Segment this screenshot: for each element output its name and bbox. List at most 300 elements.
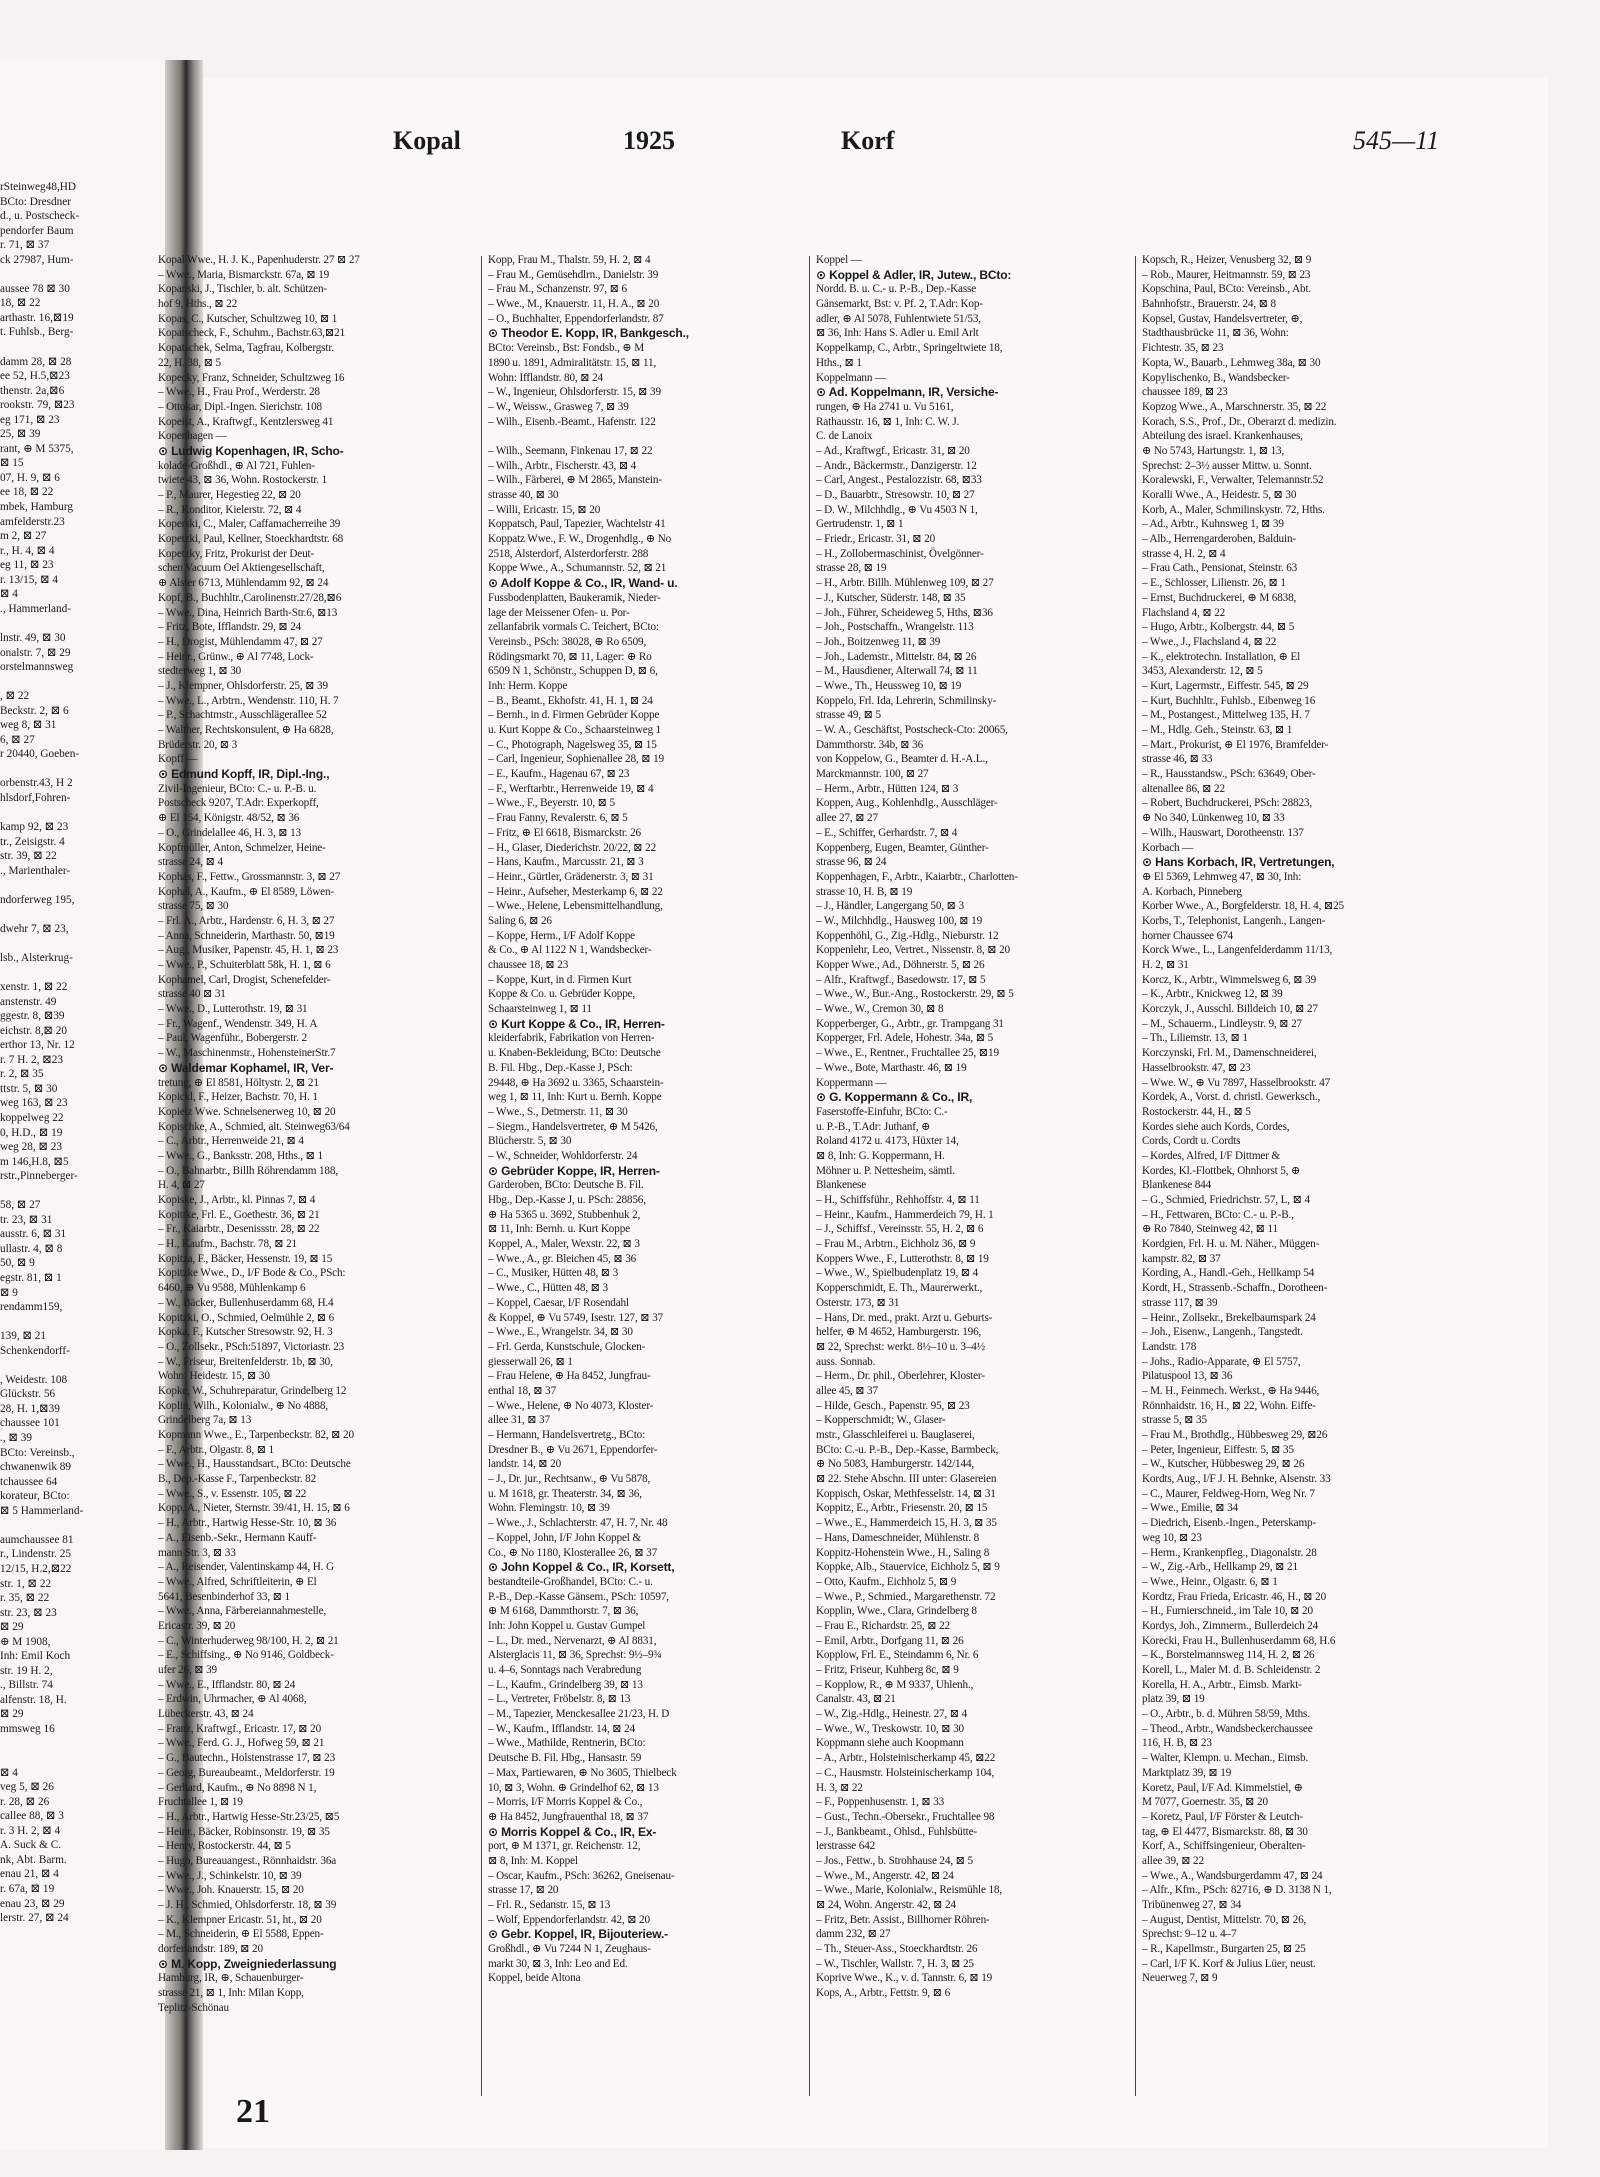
left-page-line: ⊠ 5 Hammerland- <box>0 1504 84 1517</box>
directory-entry-line: hof 9, Hths., ⊠ 22 <box>158 298 238 311</box>
left-page-line: 0, H.D., ⊠ 19 <box>0 1126 63 1139</box>
left-page-line: A. Suck & C. <box>0 1839 62 1852</box>
directory-entry-line: – L., Kaufm., Grindelberg 39, ⊠ 13 <box>488 1678 643 1691</box>
directory-entry-line: kampstr. 82, ⊠ 37 <box>1142 1252 1221 1265</box>
directory-entry-line: kleiderfabrik, Fabrikation von Herren- <box>488 1032 655 1045</box>
directory-entry-line: schen Vacuum Oel Aktiengesellschaft, <box>158 562 325 575</box>
directory-entry-line: 10, ⊠ 3, Wohn. ⊕ Grindelhof 62, ⊠ 13 <box>488 1781 659 1794</box>
left-page-line: amfelderstr.23 <box>0 515 65 528</box>
directory-entry-line: – M., Schneiderin, ⊕ El 5588, Eppen- <box>158 1928 324 1941</box>
directory-entry-line: – Walter, Klempn. u. Mechan., Eimsb. <box>1142 1752 1309 1765</box>
directory-entry-line: BCto: C.-u. P.-B., Dep.-Kasse, Barmbeck, <box>816 1443 999 1456</box>
directory-entry-line: – Mart., Prokurist, ⊕ El 1976, Bramfelder- <box>1142 738 1329 751</box>
left-page-line: BCto: Vereinsb., <box>0 1446 75 1459</box>
left-page-line: xenstr. 1, ⊠ 22 <box>0 981 68 994</box>
directory-entry-line: – Kurt, Lagermstr., Eiffestr. 545, ⊠ 29 <box>1142 679 1309 692</box>
directory-entry-line: – Johs., Radio-Apparate, ⊕ El 5757, <box>1142 1355 1301 1368</box>
left-page-line <box>0 1184 162 1199</box>
directory-entry-line: – Koppe, Kurt, in d. Firmen Kurt <box>488 973 632 986</box>
left-page-line: r. 35, ⊠ 22 <box>0 1592 50 1605</box>
directory-entry-line: – Frl. R., Sedanstr. 15, ⊠ 13 <box>488 1899 611 1911</box>
directory-entry-line: tretung, ⊕ El 8581, Höltystr. 2, ⊠ 21 <box>158 1076 319 1089</box>
left-page-line: 28, H. 1,⊠39 <box>0 1402 60 1415</box>
left-page-line: damm 28, ⊠ 28 <box>0 355 72 368</box>
directory-entry-line: P.-B., Dep.-Kasse Gänsem., PSch: 10597, <box>488 1590 669 1603</box>
directory-entry-line: Koppmann siehe auch Koopmann <box>816 1737 964 1750</box>
directory-entry-line: dorferlandstr. 189, ⊠ 20 <box>158 1943 263 1956</box>
directory-entry-line: – Frau E., Richardstr. 25, ⊠ 22 <box>816 1619 950 1632</box>
left-page-line: thenstr. 2a,⊠6 <box>0 384 65 397</box>
directory-entry-line: Korf, A., Schiffsingenieur, Oberalten- <box>1142 1840 1306 1853</box>
directory-entry-line: Garderoben, BCto: Deutsche B. Fil. <box>488 1179 644 1192</box>
directory-entry-line: Korella, H. A., Arbtr., Eimsb. Markt- <box>1142 1678 1302 1691</box>
directory-entry-line: Koppel — <box>816 254 862 266</box>
left-page-line: ⊠ 4 <box>0 1766 18 1779</box>
directory-entry-line: Co., ⊕ No 1180, Klosterallee 26, ⊠ 37 <box>488 1546 658 1559</box>
directory-entry-line: – Joh., Postschaffn., Wrangelstr. 113 <box>816 621 974 634</box>
directory-entry-line: Lübeckerstr. 43, ⊠ 24 <box>158 1708 254 1721</box>
directory-entry-line: allee 45, ⊠ 37 <box>816 1384 878 1397</box>
directory-entry-line: ⊕ No 5743, Hartungstr. 1, ⊠ 13, <box>1142 444 1285 457</box>
directory-entry-line: ⊕ El 154, Königstr. 48/52, ⊠ 36 <box>158 812 300 825</box>
directory-entry-line: – M., Hdlg. Geh., Steinstr. 63, ⊠ 1 <box>1142 724 1293 736</box>
header-year: 1925 <box>623 126 675 155</box>
directory-entry-line: – L., Dr. med., Nervenarzt, ⊕ Al 8831, <box>488 1634 657 1647</box>
directory-entry-line: ⊙ Adolf Koppe & Co., IR, Wand- u. <box>488 576 678 591</box>
directory-entry-line: Fussbodenplatten, Baukeramik, Nieder- <box>488 591 661 604</box>
left-page-line: r. 2, ⊠ 35 <box>0 1068 44 1081</box>
directory-entry-line: – R., Kapellmstr., Burgarten 25, ⊠ 25 <box>1142 1943 1306 1956</box>
directory-entry-line: – C., Hausmstr. Holsteinischerkamp 104, <box>816 1766 995 1779</box>
directory-entry-line: – Wwe., S., Detmerstr. 11, ⊠ 30 <box>488 1105 628 1118</box>
directory-entry-line: – O., Arbtr., b. d. Mühren 58/59, Mths. <box>1142 1708 1310 1721</box>
left-page-line: eg 11, ⊠ 23 <box>0 559 54 572</box>
directory-entry-line: 5641, Besenbinderhof 33, ⊠ 1 <box>158 1590 290 1603</box>
directory-entry-line: – Wwe., E., Rentner., Fruchtallee 25, ⊠19 <box>816 1047 999 1060</box>
directory-entry-line: – Kopperschmidt; W., Glaser- <box>816 1414 946 1427</box>
left-page-line: anstenstr. 49 <box>0 995 57 1008</box>
directory-entry-line: ⊙ Gebrüder Koppe, IR, Herren- <box>488 1163 660 1178</box>
directory-entry-line: 2518, Alsterdorf, Alsterdorferstr. 288 <box>488 547 649 560</box>
directory-entry-line: 6460, ⊕ Vu 9588, Mühlenkamp 6 <box>158 1282 306 1295</box>
left-page-line: t. Fuhlsb., Berg- <box>0 326 74 339</box>
left-page-line <box>0 1737 162 1752</box>
directory-entry-line: Kopickl, F., Heizer, Bachstr. 70, H. 1 <box>158 1091 318 1104</box>
left-page-line: ee 52, H.5,⊠23 <box>0 370 70 383</box>
directory-entry-line: Kordts, Aug., I/F J. H. Behnke, Alsenstr. 33 <box>1142 1473 1331 1486</box>
directory-entry-line: Großhdl., ⊕ Vu 7244 N 1, Zeughaus- <box>488 1943 651 1956</box>
left-page-line <box>0 966 162 981</box>
directory-entry-line: Kordek, A., Vorst. d. christl. Gewerksch., <box>1142 1091 1321 1104</box>
directory-entry-line: – J., Bankbeamt., Ohlsd., Fuhlsbütte- <box>816 1825 978 1838</box>
directory-entry-line: Kordes siehe auch Kords, Cordes, <box>1142 1120 1290 1133</box>
directory-entry-line: – Wwe., Anna, Färbereiannahmestelle, <box>158 1605 327 1618</box>
directory-entry-line: Koprive Wwe., K., v. d. Tannstr. 6, ⊠ 19 <box>816 1972 993 1985</box>
directory-entry-line: – M. H., Feinmech. Werkst., ⊕ Ha 9446, <box>1142 1384 1320 1397</box>
directory-entry-line: – Wwe., A., Wandsburgerdamm 47, ⊠ 24 <box>1142 1869 1323 1882</box>
directory-entry-line: Kopittke, Frl. E., Goethestr. 36, ⊠ 21 <box>158 1208 320 1221</box>
left-page-line: Inh: Emil Koch <box>0 1650 71 1663</box>
directory-entry-line: adler, ⊕ Al 5078, Fuhlentwiete 51/53, <box>816 312 981 325</box>
directory-entry-line: 1890 u. 1891, Admiralitätstr. 15, ⊠ 11, <box>488 356 657 369</box>
directory-entry-line: Wohn: Ifflandstr. 80, ⊠ 24 <box>488 371 603 384</box>
directory-entry-line: – Frau Helene, ⊕ Ha 8452, Jungfrau- <box>488 1370 651 1383</box>
directory-entry-line: Hamburg, IR, ⊕, Schauenburger- <box>158 1972 304 1985</box>
directory-entry-line: giesserwall 26, ⊠ 1 <box>488 1355 573 1368</box>
directory-entry-line: – Herm., Arbtr., Hütten 124, ⊠ 3 <box>816 782 959 795</box>
directory-entry-line: auss. Sonnab. <box>816 1355 876 1368</box>
directory-entry-line: Rödingsmarkt 70, ⊠ 11, Lager: ⊕ Ro <box>488 650 652 663</box>
directory-entry-line: – W., Tischler, Wallstr. 7, H. 3, ⊠ 25 <box>816 1957 974 1970</box>
directory-entry-line: – M., Schauerm., Lindleystr. 9, ⊠ 27 <box>1142 1017 1302 1030</box>
directory-entry-line: Korach, S.S., Prof., Dr., Oberarzt d. medizin. <box>1142 415 1337 428</box>
directory-entry-line: – H., Fettwaren, BCto: C.- u. P.-B., <box>1142 1208 1294 1221</box>
left-page-line: ⊠ 4 <box>0 588 18 601</box>
left-page-line: hlsdorf,Fohren- <box>0 791 71 804</box>
left-page-line <box>0 878 162 893</box>
directory-entry-line: – Wwe., Helene, ⊕ No 4073, Kloster- <box>488 1399 654 1412</box>
directory-entry-line: Kopietz Wwe. Schnelsenerweg 10, ⊠ 20 <box>158 1105 336 1118</box>
left-page-line: tr., Zeisigstr. 4 <box>0 835 65 848</box>
directory-entry-line: Vereinsb., PSch: 38028, ⊕ Ro 6509, <box>488 635 647 648</box>
directory-entry-line: Marckmannstr. 100, ⊠ 27 <box>816 768 929 781</box>
directory-entry-line: – Wwe., Heinr., Olgastr. 6, ⊠ 1 <box>1142 1575 1278 1588</box>
directory-entry-line: platz 39, ⊠ 19 <box>1142 1693 1205 1706</box>
left-page-line: ck 27987, Hum- <box>0 253 74 266</box>
directory-entry-line: – R., Konditor, Kielerstr. 72, ⊠ 4 <box>158 503 302 516</box>
left-page-line: rstr.,Pinneberger- <box>0 1170 78 1183</box>
directory-entry-line: Kopperschmidt, E. Th., Maurerwerkt., <box>816 1282 983 1295</box>
directory-entry-line: Hasselbrookstr. 47, ⊠ 23 <box>1142 1061 1251 1074</box>
directory-entry-line: – H., Arbtr., Hartwig Hesse-Str.23/25, ⊠5 <box>158 1810 340 1823</box>
directory-entry-line: – Morris, I/F Morris Koppel & Co., <box>488 1796 643 1809</box>
directory-entry-line: – Heinr., Gürtler, Grädenerstr. 3, ⊠ 31 <box>488 870 654 883</box>
directory-entry-line: – Koppel, Caesar, I/F Rosendahl <box>488 1296 629 1309</box>
directory-entry-line: Kopplow, Frl. E., Steindamm 6, Nr. 6 <box>816 1649 979 1662</box>
directory-entry-line: – Gust., Techn.-Obersekr., Fruchtallee 98 <box>816 1810 995 1823</box>
directory-entry-line: Kopatscheck, F., Schuhm., Bachstr.63,⊠21 <box>158 327 346 340</box>
directory-entry-line: Canalstr. 43, ⊠ 21 <box>816 1693 896 1706</box>
left-page-line <box>0 907 162 922</box>
directory-entry-line: – Franz, Kraftwgf., Ericastr. 17, ⊠ 20 <box>158 1722 322 1735</box>
directory-entry-line: – Ad., Arbtr., Kuhnsweg 1, ⊠ 39 <box>1142 518 1284 531</box>
left-page-line: r. 7 H. 2, ⊠23 <box>0 1053 63 1066</box>
directory-entry-line: Brüderstr. 20, ⊠ 3 <box>158 738 238 751</box>
directory-entry-line: – Max, Partiewaren, ⊕ No 3605, Thielbeck <box>488 1766 677 1779</box>
left-page-line: Beckstr. 2, ⊠ 6 <box>0 704 69 717</box>
directory-entry-line: Faserstoffe-Einfuhr, BCto: C.- <box>816 1105 948 1118</box>
left-page-line: rookstr. 79, ⊠23 <box>0 399 75 412</box>
directory-entry-line: – Wwe., J., Schinkelstr. 10, ⊠ 39 <box>158 1869 302 1882</box>
directory-entry-line: – G., Schmied, Friedrichstr. 57, L, ⊠ 4 <box>1142 1194 1310 1206</box>
directory-entry-line: – Wwe., L., Arbtrn., Wendenstr. 110, H. 7 <box>158 694 339 707</box>
directory-entry-line: – J., Dr. jur., Rechtsanw., ⊕ Vu 5878, <box>488 1473 651 1486</box>
left-page-line: korateur, BCto: <box>0 1490 70 1503</box>
directory-entry-line: u. Kurt Koppe & Co., Schaarsteinweg 1 <box>488 724 662 736</box>
directory-entry-line: Flachsland 4, ⊠ 22 <box>1142 606 1226 619</box>
directory-entry-line: Kordgien, Frl. H. u. M. Näher., Müggen- <box>1142 1238 1320 1251</box>
directory-entry-line: Kopta, W., Bauarb., Lehmweg 38a, ⊠ 30 <box>1142 356 1321 369</box>
directory-entry-line: – C., Photograph, Nagelsweg 35, ⊠ 15 <box>488 738 657 751</box>
directory-entry-line: – W., Kutscher, Hübbesweg 29, ⊠ 26 <box>1142 1458 1305 1471</box>
directory-entry-line: Kopenhagen — <box>158 430 227 443</box>
left-page-line: enau 21, ⊠ 4 <box>0 1868 59 1881</box>
left-page-line: mmsweg 16 <box>0 1722 55 1735</box>
left-page-line <box>0 340 162 355</box>
directory-entry-line: Koppitz, E., Arbtr., Friesenstr. 20, ⊠ 15 <box>816 1502 988 1515</box>
directory-entry-line: Zivil-Ingenieur, BCto: C.- u. P.-B. u. <box>158 782 317 795</box>
directory-entry-line: – E., Kaufm., Hagenau 67, ⊠ 23 <box>488 768 630 781</box>
left-page-line: alfenstr. 18, H. <box>0 1693 67 1706</box>
left-page-line: r 20440, Goeben- <box>0 748 80 761</box>
directory-entry-line: – Wolf, Eppendorferlandstr. 42, ⊠ 20 <box>488 1913 650 1926</box>
directory-entry-line: Sprechst: 9–12 u. 4–7 <box>1142 1928 1237 1941</box>
directory-entry-line: chaussee 18, ⊠ 23 <box>488 959 569 971</box>
directory-entry-line: – Wilh., Arbtr., Fischerstr. 43, ⊠ 4 <box>488 459 637 472</box>
directory-entry-line: – Hugo, Arbtr., Kolbergstr. 44, ⊠ 5 <box>1142 621 1295 634</box>
directory-entry-line: – W., Schneider, Wohldorferstr. 24 <box>488 1149 638 1162</box>
left-page-line: dwehr 7, ⊠ 23, <box>0 922 69 935</box>
directory-entry-line: Kops, A., Arbtr., Fettstr. 9, ⊠ 6 <box>816 1987 951 2000</box>
directory-entry-line: – J., Schiffsf., Vereinsstr. 55, H. 2, ⊠ 6 <box>816 1223 984 1236</box>
left-page-line: nk, Abt. Barm. <box>0 1853 67 1866</box>
directory-entry-line: mstr., Glasschleiferei u. Bauglaserei, <box>816 1429 975 1441</box>
directory-entry-line: – Ad., Kraftwgf., Ericastr. 31, ⊠ 20 <box>816 444 970 457</box>
directory-entry-line: strasse 17, ⊠ 20 <box>488 1884 559 1897</box>
directory-entry-line: enthal 18, ⊠ 37 <box>488 1384 557 1397</box>
left-page-line: koppelweg 22 <box>0 1112 64 1124</box>
directory-entry-line: strasse 21, ⊠ 1, Inh: Milan Kopp, <box>158 1987 304 2000</box>
page-folio: 21 <box>236 2093 270 2130</box>
directory-entry-line: Rathausstr. 16, ⊠ 1, Inh: C. W. J. <box>816 415 960 428</box>
directory-entry-line: – W., Weissw., Grasweg 7, ⊠ 39 <box>488 400 629 413</box>
directory-entry-line: ⊕ M 6168, Dammthorstr. 7, ⊠ 36, <box>488 1605 639 1618</box>
directory-entry-line: Kopper Wwe., Ad., Döhnerstr. 5, ⊠ 26 <box>816 959 985 971</box>
left-page-line <box>0 806 162 821</box>
directory-entry-line: – Wwe., Helene, Lebensmittelhandlung, <box>488 900 663 913</box>
directory-entry-line: – Wwe., Th., Heussweg 10, ⊠ 19 <box>816 679 962 692</box>
directory-entry-line: B., Dep.-Kasse F., Tarpenbeckstr. 82 <box>158 1473 317 1486</box>
left-page-line: , ⊠ 22 <box>0 690 30 703</box>
directory-entry-line: – Georg, Bureaubeamt., Meldorferstr. 19 <box>158 1766 335 1779</box>
left-page-line <box>0 762 162 777</box>
left-page-line: ⊠ 29 <box>0 1708 24 1721</box>
directory-entry-line: Korell, L., Maler M. d. B. Schleidenstr. 2 <box>1142 1664 1321 1676</box>
directory-entry-line: – Joh., Lademstr., Mittelstr. 84, ⊠ 26 <box>816 650 977 663</box>
directory-entry-line: Koppenhöhl, G., Zig.-Hdlg., Nieburstr. 12 <box>816 929 999 942</box>
column-rule <box>809 256 810 2096</box>
directory-entry-line: ⊠ 11, Inh: Bernh. u. Kurt Koppe <box>488 1223 630 1236</box>
directory-entry-line: Ericastr. 39, ⊠ 20 <box>158 1619 236 1632</box>
directory-entry-line: ⊙ Morris Koppel & Co., IR, Ex- <box>488 1824 657 1839</box>
directory-entry-line: ⊕ Ha 8452, Jungfrauenthal 18, ⊠ 37 <box>488 1810 649 1823</box>
directory-entry-line: bestandteile-Großhandel, BCto: C.- u. <box>488 1575 653 1588</box>
directory-entry-line: – H., Furnierschneid., im Tale 10, ⊠ 20 <box>1142 1605 1313 1618</box>
directory-entry-line: – Wwe., J., Flachsland 4, ⊠ 22 <box>1142 635 1277 648</box>
directory-entry-line: – Diedrich, Eisenb.-Ingen., Peterskamp- <box>1142 1517 1317 1530</box>
directory-entry-line: – Wwe., D., Lutterothstr. 19, ⊠ 31 <box>158 1003 308 1016</box>
directory-entry-line: Kopsel, Gustav, Handelsvertreter, ⊕, <box>1142 312 1303 325</box>
directory-entry-line: ⊕ No 5083, Hamburgerstr. 142/144, <box>816 1458 975 1471</box>
left-page-line <box>0 936 162 951</box>
left-page-line: mbek, Hamburg <box>0 501 74 514</box>
left-page-line: r. 67a, ⊠ 19 <box>0 1882 55 1895</box>
directory-entry-line: – August, Dentist, Mittelstr. 70, ⊠ 26, <box>1142 1913 1307 1926</box>
left-page-line: BCto: Dresdner <box>0 195 72 208</box>
directory-entry-line: ⊙ Edmund Kopff, IR, Dipl.-Ing., <box>158 767 330 782</box>
directory-entry-line: Kopzog Wwe., A., Marschnerstr. 35, ⊠ 22 <box>1142 400 1327 413</box>
left-page-line: lnstr. 49, ⊠ 30 <box>0 631 66 644</box>
left-page-line: aumchaussee 81 <box>0 1533 74 1546</box>
directory-entry-line: – D. W., Milchhdlg., ⊕ Vu 4503 N 1, <box>816 503 978 516</box>
directory-entry-line: – Otto, Kaufm., Eichholz 5, ⊠ 9 <box>816 1575 957 1588</box>
directory-entry-line: – L., Vertreter, Fröbelstr. 8, ⊠ 13 <box>488 1693 631 1706</box>
directory-entry-line: – Hans, Kaufm., Marcusstr. 21, ⊠ 3 <box>488 856 644 869</box>
directory-entry-line: – F., Arbtr., Olgastr. 8, ⊠ 1 <box>158 1443 275 1456</box>
directory-entry-line: – Hermann, Handelsvertretg., BCto: <box>488 1429 646 1441</box>
directory-entry-line: strasse 40, ⊠ 30 <box>488 489 559 501</box>
directory-entry-line: Kopke, W., Schuhreparatur, Grindelberg 12 <box>158 1384 347 1397</box>
directory-entry-line: Koperski, C., Maler, Caffamacherreihe 39 <box>158 518 341 531</box>
left-page-line: aussee 78 ⊠ 30 <box>0 282 70 295</box>
directory-entry-line: Schaarsteinweg 1, ⊠ 11 <box>488 1003 592 1016</box>
directory-entry-line: – Wwe., Maria, Bismarckstr. 67a, ⊠ 19 <box>158 268 330 281</box>
directory-entry-line: Kopiske, J., Arbtr., kl. Pinnas 7, ⊠ 4 <box>158 1194 316 1206</box>
left-page-line: ndorferweg 195, <box>0 893 75 906</box>
column-rule <box>1135 256 1136 2096</box>
directory-entry-line: Korbach — <box>1142 841 1194 854</box>
directory-entry-line: – Hans, Dameschneider, Mühlenstr. 8 <box>816 1531 980 1544</box>
column-rule <box>481 256 482 2096</box>
directory-entry-line: – Wwe., M., Knauerstr. 11, H. A., ⊠ 20 <box>488 298 660 311</box>
directory-entry-line: Koppen, Aug., Kohlenhdlg., Ausschläger- <box>816 797 998 810</box>
directory-entry-line: Cords, Cordt u. Cordts <box>1142 1135 1241 1148</box>
directory-entry-line: lerstrasse 642 <box>816 1840 876 1853</box>
directory-entry-line: Koppelo, Frl. Ida, Lehrerin, Schmilinsky- <box>816 694 997 707</box>
left-page-line: ⊕ M 1908, <box>0 1635 51 1648</box>
left-page-line: str. 19 H. 2, <box>0 1664 53 1677</box>
directory-entry-line: Koppke, Alb., Stauervice, Eichholz 5, ⊠ 9 <box>816 1561 1000 1574</box>
directory-entry-line: strasse 10, H. B, ⊠ 19 <box>816 885 913 898</box>
directory-entry-line: Tribünenweg 27, ⊠ 34 <box>1142 1899 1242 1911</box>
directory-entry-line: – O., Bahnarbtr., Billh Röhrendamm 188, <box>158 1164 338 1177</box>
left-page-line: ee 18, ⊠ 22 <box>0 486 54 499</box>
directory-entry-line: – Wwe., Bote, Marthastr. 46, ⊠ 19 <box>816 1061 967 1074</box>
left-page-line: weg 8, ⊠ 31 <box>0 719 57 732</box>
directory-entry-line: Koppe & Co. u. Gebrüder Koppe, <box>488 988 636 1001</box>
directory-entry-line: ⊙ Koppel & Adler, IR, Jutew., BCto: <box>816 267 1012 282</box>
left-page-line: r. 71, ⊠ 37 <box>0 239 50 252</box>
left-page-line: orstelmannsweg <box>0 661 74 674</box>
directory-entry-line: Kopff — <box>158 753 198 766</box>
directory-entry-line: – Herm., Dr. phil., Oberlehrer, Kloster- <box>816 1370 985 1383</box>
directory-entry-line: – Th., Steuer-Ass., Stoeckhardtstr. 26 <box>816 1943 978 1956</box>
directory-entry-line: Kopfmüller, Anton, Schmelzer, Heine- <box>158 841 326 854</box>
directory-entry-line: – Frau Fanny, Revalerstr. 6, ⊠ 5 <box>488 812 628 825</box>
directory-entry-line: – Alb., Herrengarderoben, Balduin- <box>1142 533 1296 546</box>
left-page-line: pendorfer Baum <box>0 224 74 237</box>
directory-entry-line: Neuerweg 7, ⊠ 9 <box>1142 1972 1218 1985</box>
directory-entry-line: – Hilde, Gesch., Papenstr. 95, ⊠ 23 <box>816 1399 970 1412</box>
directory-entry-line: – Wilh., Seemann, Finkenau 17, ⊠ 22 <box>488 444 653 457</box>
left-page-line: tchaussee 64 <box>0 1475 58 1488</box>
directory-entry-line: Wohn: Heidestr. 15, ⊠ 30 <box>158 1370 270 1383</box>
directory-entry-line: port, ⊕ M 1371, gr. Reichenstr. 12, <box>488 1840 641 1853</box>
directory-entry-line: – C., Musiker, Hütten 48, ⊠ 3 <box>488 1267 619 1280</box>
directory-entry-line: Kopsch, R., Heizer, Venusberg 32, ⊠ 9 <box>1142 254 1312 266</box>
directory-entry-line: – Wwe., E., Wrangelstr. 34, ⊠ 30 <box>488 1326 633 1339</box>
left-page-line: tr. 23, ⊠ 31 <box>0 1213 53 1226</box>
directory-entry-line: – Carl, Ingenieur, Sophienallee 28, ⊠ 19 <box>488 753 664 766</box>
directory-entry-line: & Koppel, ⊕ Vu 5749, Isestr. 127, ⊠ 37 <box>488 1311 664 1324</box>
directory-entry-line: Korber Wwe., A., Borgfelderstr. 18, H. 4, ⊠25 <box>1142 900 1344 913</box>
directory-entry-line: ⊠ 8, Inh: M. Koppel <box>488 1854 578 1867</box>
directory-entry-line: ufer 26, ⊠ 39 <box>158 1664 217 1676</box>
header-first-entry: Kopal <box>393 126 461 155</box>
directory-entry-line: Koppenberg, Eugen, Beamter, Günther- <box>816 841 989 854</box>
directory-entry-line: Korck Wwe., L., Langenfelderdamm 11/13, <box>1142 944 1333 957</box>
directory-entry-line: – Th., Liliemstr. 13, ⊠ 1 <box>1142 1032 1248 1045</box>
directory-entry-line: Kopitzki, O., Schmied, Oelmühle 2, ⊠ 6 <box>158 1311 335 1324</box>
directory-entry-line: Hbg., Dep.-Kasse J, u. PSch: 28856, <box>488 1194 646 1206</box>
directory-entry-line: mann Str. 3, ⊠ 33 <box>158 1546 236 1559</box>
directory-entry-line: – Frau M., Brothdlg., Hübbesweg 29, ⊠26 <box>1142 1429 1328 1441</box>
directory-entry-line: Kordt, H., Strassenb.-Schaffn., Dorotheen- <box>1142 1282 1328 1295</box>
directory-entry-line: – Wwe., H., Frau Prof., Werderstr. 28 <box>158 386 320 399</box>
left-page-line: r. 28, ⊠ 26 <box>0 1795 50 1808</box>
directory-entry-line: Kopatschek, Selma, Tagfrau, Kolbergstr. <box>158 342 334 355</box>
left-page-line <box>0 616 162 631</box>
directory-entry-line: – Fr., Wagenf., Wendenstr. 349, H. A <box>158 1017 318 1030</box>
directory-entry-line: u. P.-B., T.Adr: Juthanf, ⊕ <box>816 1120 931 1133</box>
left-page-line: ., Hammerland- <box>0 602 72 615</box>
directory-entry-line: – Frl. Gerda, Kunstschule, Glocken- <box>488 1340 646 1353</box>
left-page-line: r., H. 4, ⊠ 4 <box>0 544 55 557</box>
directory-entry-line: – Anna, Schneiderin, Marthastr. 50, ⊠19 <box>158 929 335 942</box>
directory-entry-line: Koppenlehr, Leo, Vertret., Nissenstr. 8, ⊠ 20 <box>816 944 1010 957</box>
directory-entry-line: ⊙ Waldemar Kophamel, IR, Ver- <box>158 1060 334 1075</box>
directory-entry-line: Koppenhagen, F., Arbtr., Kaiarbtr., Charlotten- <box>816 870 1018 883</box>
directory-entry-line: Koppermann — <box>816 1076 887 1089</box>
directory-entry-line: Kopf, B., Buchhltr.,Carolinenstr.27/28,⊠6 <box>158 591 342 604</box>
directory-entry-line: – Willi, Ericastr. 15, ⊠ 20 <box>488 503 601 516</box>
directory-entry-line: ⊙ Theodor E. Kopp, IR, Bankgesch., <box>488 326 689 341</box>
directory-entry-line: – Wwe., Emilie, ⊠ 34 <box>1142 1502 1238 1515</box>
directory-entry-line: Dammthorstr. 34b, ⊠ 36 <box>816 738 924 751</box>
directory-entry-line: Kopp, A., Nieter, Sternstr. 39/41, H. 15, ⊠ 6 <box>158 1502 350 1515</box>
directory-entry-line: Kordes, Kl.-Flottbek, Ohnhorst 5, ⊕ <box>1142 1164 1301 1177</box>
directory-entry-line: Kophas, F., Fettw., Grossmannstr. 3, ⊠ 27 <box>158 870 341 883</box>
left-page-line: lerstr. 27, ⊠ 24 <box>0 1912 69 1925</box>
left-page-line: ., Billstr. 74 <box>0 1679 53 1692</box>
directory-entry-line: Dresdner B., ⊕ Vu 2671, Eppendorfer- <box>488 1443 658 1456</box>
directory-entry-line: – Andr., Bäckermstr., Danzigerstr. 12 <box>816 459 977 472</box>
directory-entry-line: Koppel, A., Maler, Wexstr. 22, ⊠ 3 <box>488 1238 640 1251</box>
left-page-line: arthastr. 16,⊠19 <box>0 311 74 324</box>
directory-entry-line: – W., Zig.-Hdlg., Heinestr. 27, ⊠ 4 <box>816 1708 968 1721</box>
directory-entry-line: – Wwe., G., Banksstr. 208, Hths., ⊠ 1 <box>158 1149 323 1162</box>
directory-entry-line: Kopka, F., Kutscher Stresowstr. 92, H. 3 <box>158 1326 333 1339</box>
left-page-line: rendamm159, <box>0 1301 63 1314</box>
directory-entry-line: – W., Bäcker, Bullenhuserdamm 68, H.4 <box>158 1296 334 1309</box>
directory-entry-line: – D., Bauarbtr., Stresowstr. 10, ⊠ 27 <box>816 489 975 501</box>
left-page-line: egstr. 81, ⊠ 1 <box>0 1272 62 1285</box>
directory-entry-line: Wohn. Flemingstr. 10, ⊠ 39 <box>488 1502 610 1515</box>
directory-entry-line: lage der Meissener Ofen- u. Por- <box>488 606 630 619</box>
left-page-line: eg 171, ⊠ 23 <box>0 413 60 426</box>
directory-entry-line: – Wwe., W., Treskowstr. 10, ⊠ 30 <box>816 1722 964 1735</box>
directory-entry-line: Kopplin, Wwe., Clara, Grindelberg 8 <box>816 1605 977 1618</box>
